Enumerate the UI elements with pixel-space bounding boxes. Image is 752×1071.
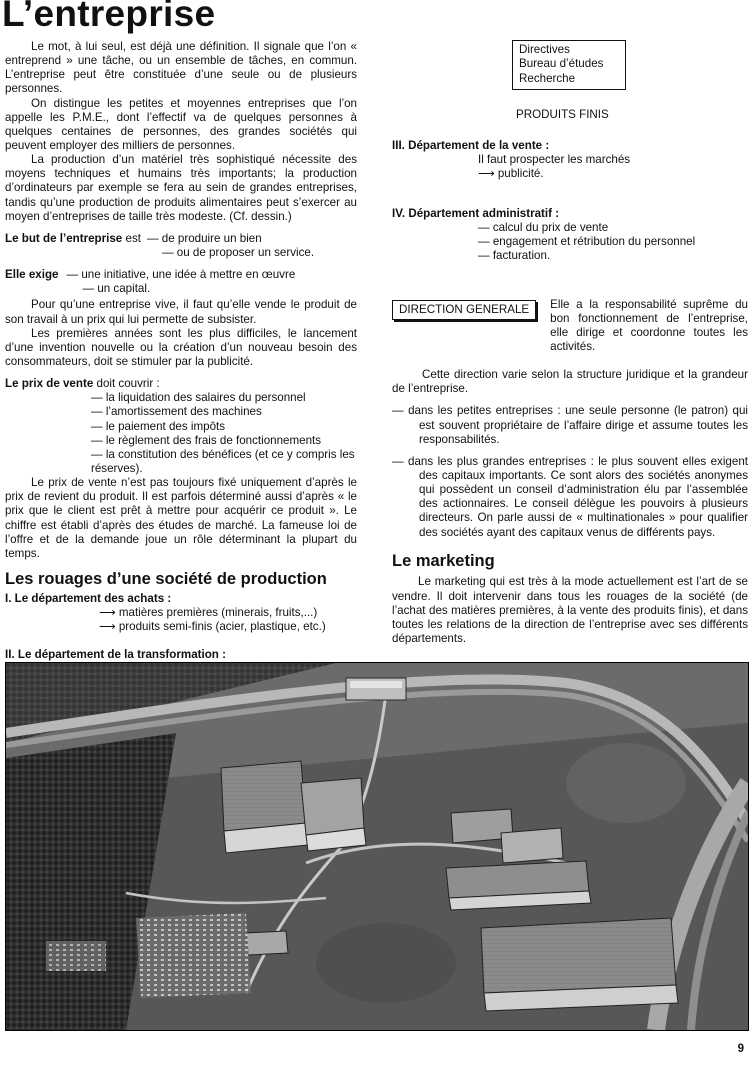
but-verb: est <box>125 231 141 245</box>
list-item: — la constitution des bénéfices (et ce y compris les réserves). <box>91 448 357 476</box>
prix-paragraph: Le prix de vente n’est pas toujours fixé uniquement d’après le prix de revient du produit. Il est parfois déterminé aussi d’après « le prix que le client est prêt à mettre pour acquérir ce produit ». Le chiffre est établi d’après des études de marché. La fameuse loi de l’offre et de la demande joue un rôle déterminant la plupart du temps. <box>5 476 357 560</box>
dept-admin-label: IV. Département administratif : <box>392 207 560 221</box>
dept-vente-label: III. Département de la vente : <box>392 138 550 152</box>
rouages-title: Les rouages d’une société de production <box>5 569 327 588</box>
but-item: — de produire un bien <box>146 231 262 245</box>
factory-aerial-photo <box>5 662 749 1031</box>
list-item: — l’amortissement des machines <box>91 405 357 419</box>
direction-desc: Elle a la responsabilité suprême du bon fonctionnement de l’entreprise, elle dirige et coordonne toutes les activités. <box>550 297 748 353</box>
but-block <box>5 232 357 260</box>
marketing-title: Le marketing <box>392 551 495 570</box>
list-item: — le paiement des impôts <box>91 420 357 434</box>
page-title: L’entreprise <box>2 0 216 34</box>
intro-paragraph: Le mot, à lui seul, est déjà une définition. Il signale que l’on « entreprend » une tâche, ou un ensemble de tâches, en commun. L’entreprise peut être constituée d’une seule ou de plusieurs personnes. <box>5 40 357 96</box>
exige-item: — une initiative, une idée à mettre en œuvre <box>66 268 296 282</box>
dept-achats-item: ⟶ matières premières (minerais, fruits,...) <box>99 605 318 619</box>
vive-paragraph: Pour qu’une entreprise vive, il faut qu’elle vende le produit de son travail à un prix qui lui permette de subsister. <box>5 298 357 326</box>
direction-box: DIRECTION GENERALE <box>392 300 536 320</box>
direction-block <box>392 298 748 355</box>
exige-item: — un capital. <box>82 282 151 296</box>
list-item: — le règlement des frais de fonctionnements <box>91 434 357 448</box>
dept-vente-item: Il faut prospecter les marchés <box>478 152 631 166</box>
direction-varie: Cette direction varie selon la structure juridique et la grandeur de l’entreprise. <box>392 368 748 396</box>
prix-verb: doit couvrir : <box>96 377 160 391</box>
box-line: Recherche <box>519 71 576 85</box>
prix-list <box>91 391 357 476</box>
prix-label: Le prix de vente <box>5 377 94 391</box>
vive-paragraph: Les premières années sont les plus difficiles, le lancement d’une invention nouvelle ou la création d’un nouveau besoin des consommateurs, doit se stimuler par la publicité. <box>5 326 357 368</box>
but-item: — ou de proposer un service. <box>161 245 315 259</box>
dept-achats-label: I. Le département des achats : <box>5 591 172 605</box>
marketing-text: Le marketing qui est très à la mode actuellement est l’art de se vendre. Il doit intervenir dans tous les rouages de la société (de l’achat des matières premières, à la vente des produits finis), et dans toutes les relations de la direction de l’entreprise avec ses différents départements. <box>392 575 748 646</box>
direction-item-large: — dans les plus grandes entreprises : le plus souvent elles exigent des capitaux importants. Ce sont alors des sociétés anonymes qui possèdent un conseil d’administration élu par l’assemblée des actionnaires. Le conseil délègue les pouvoirs à plusieurs directeurs. On parle aussi de « multinationales » pour qualifier des sociétés ayant des capitaux venus de différents pays. <box>392 454 748 539</box>
dept-admin-item: — calcul du prix de vente <box>478 221 609 235</box>
dept-vente-item: ⟶ publicité. <box>478 166 544 180</box>
but-label: Le but de l’entreprise <box>5 231 123 245</box>
intro-paragraph: On distingue les petites et moyennes entreprises que l’on appelle les P.M.E., dont l’effectif va de quelques personnes à quelques centaines de personnes, des grandes sociétés qui peuvent employer des milliers de personnes. <box>5 96 357 152</box>
left-column <box>5 40 357 676</box>
exige-block <box>5 268 357 296</box>
box-line: Directives <box>519 43 570 56</box>
box-line: Bureau d’études <box>519 57 604 71</box>
factory-aerial-illustration <box>6 663 748 1030</box>
produits-finis: PRODUITS FINIS <box>516 108 609 122</box>
dept-achats-item: ⟶ produits semi-finis (acier, plastique, etc.) <box>99 620 326 633</box>
intro-paragraph: La production d’un matériel très sophistiqué nécessite des moyens techniques et humains très importants; la production d’ordinateurs par exemple se fera au sein de grandes entreprises, tandis qu’une production de produits alimentaires peut s’exercer au moyen d’entreprises de taille très modeste. (Cf. dessin.) <box>5 153 357 223</box>
right-column <box>392 40 748 646</box>
list-item: — la liquidation des salaires du personnel <box>91 391 357 405</box>
research-box <box>512 40 626 90</box>
prix-block <box>5 377 357 391</box>
page-number: 9 <box>737 1043 744 1055</box>
exige-label: Elle exige <box>5 268 59 282</box>
dept-admin-item: — facturation. <box>478 249 551 263</box>
dept-admin-item: — engagement et rétribution du personnel <box>478 235 696 249</box>
direction-item-small: — dans les petites entreprises : une seule personne (le patron) qui est souvent propriétaire de l’affaire dirige et assume toutes les responsabilités. <box>392 404 748 446</box>
dept-transformation-label: II. Le département de la transformation : <box>5 648 226 662</box>
